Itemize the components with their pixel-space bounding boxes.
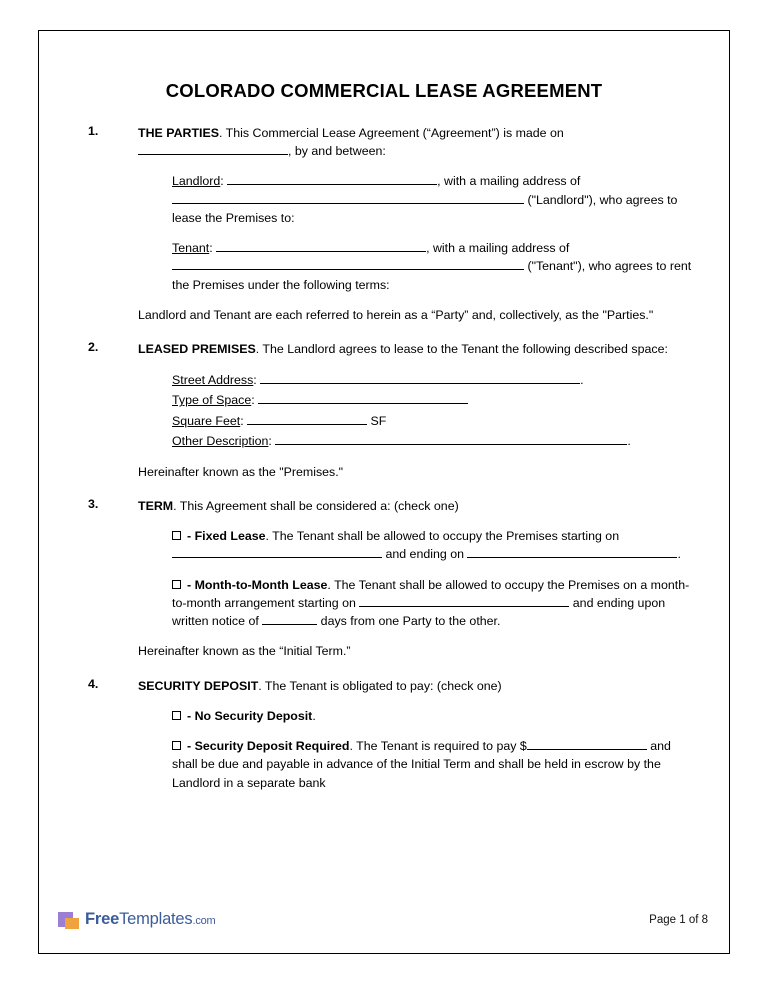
- clause-number: 2.: [88, 340, 99, 355]
- fixed-lease-start-blank[interactable]: [172, 546, 382, 559]
- clause-4-intro-text: . The Tenant is obligated to pay: (check one): [258, 678, 502, 693]
- other-description-label: Other Description: [172, 433, 269, 448]
- month-to-month-option: [172, 576, 696, 631]
- other-description-line: Other Description: .: [172, 433, 631, 448]
- landlord-label: Landlord: [172, 174, 221, 189]
- logo-free: Free: [85, 909, 120, 928]
- clause-security-deposit: [72, 677, 696, 792]
- month-to-month-start-blank[interactable]: [359, 594, 569, 607]
- fixed-lease-text-c: .: [677, 547, 681, 562]
- month-to-month-notice-blank[interactable]: [262, 612, 317, 625]
- logo-text: [85, 910, 216, 929]
- fixed-lease-text-a: . The Tenant shall be allowed to occupy the Premises starting on: [265, 529, 620, 544]
- logo-templates: Templates: [119, 909, 193, 928]
- month-to-month-label: - Month-to-Month Lease: [187, 577, 328, 592]
- clause-leased-premises: [72, 340, 696, 481]
- square-feet-label: Square Feet: [172, 413, 241, 428]
- checkbox-fixed-lease[interactable]: [172, 531, 181, 540]
- clause-term: [72, 497, 696, 661]
- tenant-text-3: ("Tenant"), who agrees to rent the Premises under the following terms:: [172, 259, 692, 292]
- street-address-blank[interactable]: [260, 372, 580, 385]
- clause-number: 3.: [88, 496, 99, 511]
- type-of-space-label: Type of Space: [172, 393, 252, 408]
- checkbox-no-security-deposit[interactable]: [172, 711, 181, 720]
- other-description-suffix: .: [627, 433, 631, 448]
- no-security-deposit-option: [172, 707, 696, 725]
- other-description-blank[interactable]: [275, 432, 627, 445]
- clause-4-heading: SECURITY DEPOSIT: [138, 678, 259, 693]
- clause-4-intro: [138, 677, 696, 695]
- tenant-block: [172, 239, 696, 294]
- clause-body: [138, 124, 696, 324]
- tenant-text-2: , with a mailing address of: [426, 241, 570, 256]
- clause-1-intro-text: . This Commercial Lease Agreement (“Agreement”) is made on: [219, 126, 564, 140]
- clause-the-parties: [72, 124, 696, 324]
- page-number: Page 1 of 8: [649, 914, 708, 926]
- month-to-month-text-a: . The Tenant shall be allowed to occupy the Premises on a month-to-month arrangement starting on: [172, 577, 690, 610]
- document-content: [72, 62, 696, 808]
- date-blank[interactable]: [138, 142, 288, 155]
- clause-body: [138, 340, 696, 481]
- month-to-month-text-c: days from one Party to the other.: [317, 614, 501, 629]
- clause-body: [138, 497, 696, 661]
- square-feet-line: Square Feet: SF: [172, 413, 387, 428]
- security-deposit-required-label: - Security Deposit Required: [187, 739, 350, 754]
- street-address-suffix: .: [580, 373, 584, 388]
- no-security-deposit-label: - No Security Deposit: [187, 708, 313, 723]
- landlord-block: [172, 172, 696, 227]
- clause-1-intro-tail: , by and between:: [288, 144, 386, 159]
- type-of-space-line: Type of Space:: [172, 390, 696, 410]
- no-security-deposit-text: .: [312, 708, 316, 723]
- street-address-label: Street Address: [172, 373, 254, 388]
- clause-2-heading: LEASED PREMISES: [138, 342, 256, 357]
- security-deposit-amount-blank[interactable]: [527, 737, 647, 750]
- premises-closing: Hereinafter known as the "Premises.": [138, 464, 344, 479]
- logo-com: .com: [192, 914, 216, 927]
- fixed-lease-text-b: and ending on: [382, 547, 468, 562]
- page-footer: [38, 908, 730, 948]
- security-deposit-text-b: and shall be due and payable in advance of the Initial Term and shall be held in escrow by the Landlord in a separate bank: [172, 739, 671, 790]
- clause-body: [138, 677, 696, 792]
- tenant-address-blank[interactable]: [172, 258, 524, 271]
- term-closing: Hereinafter known as the “Initial Term.”: [138, 644, 351, 659]
- tenant-name-blank[interactable]: [216, 239, 426, 252]
- clause-1-heading: THE PARTIES: [138, 126, 220, 140]
- fixed-lease-label: - Fixed Lease: [187, 529, 266, 544]
- clause-2-intro-text: . The Landlord agrees to lease to the Tenant the following described space:: [255, 342, 668, 357]
- logo-icon: [58, 908, 80, 930]
- landlord-colon: :: [220, 174, 228, 189]
- square-feet-blank[interactable]: [247, 412, 367, 425]
- street-address-line: Street Address: .: [172, 373, 584, 388]
- clause-1-intro: [138, 124, 696, 160]
- month-to-month-text-b: and ending upon written notice of: [172, 595, 666, 629]
- premises-fields: [172, 370, 696, 450]
- fixed-lease-end-blank[interactable]: [467, 546, 677, 559]
- security-deposit-text-a: . The Tenant is required to pay $: [349, 739, 527, 754]
- clause-3-intro-text: . This Agreement shall be considered a: (check one): [173, 498, 459, 513]
- fixed-lease-option: [172, 527, 696, 563]
- parties-note: Landlord and Tenant are each referred to herein as a “Party” and, collectively, as the "Parties.": [138, 307, 654, 322]
- tenant-colon: :: [209, 241, 217, 256]
- clause-3-intro: [138, 497, 696, 515]
- clause-3-heading: TERM: [138, 498, 174, 513]
- freetemplates-logo[interactable]: [58, 908, 216, 930]
- tenant-label: Tenant: [172, 241, 210, 256]
- clause-2-intro: [138, 340, 696, 358]
- landlord-address-blank[interactable]: [172, 191, 524, 204]
- page-title: COLORADO COMMERCIAL LEASE AGREEMENT: [165, 80, 603, 101]
- square-feet-suffix: SF: [370, 413, 387, 428]
- landlord-name-blank[interactable]: [227, 173, 437, 186]
- type-of-space-blank[interactable]: [258, 392, 468, 405]
- landlord-text-3: ("Landlord"), who agrees to lease the Premises to:: [172, 192, 678, 225]
- checkbox-month-to-month[interactable]: [172, 580, 181, 589]
- landlord-text-2: , with a mailing address of: [437, 174, 581, 189]
- checkbox-security-deposit-required[interactable]: [172, 741, 181, 750]
- clause-number: 1.: [88, 124, 99, 138]
- clause-number: 4.: [88, 676, 99, 691]
- security-deposit-required-option: [172, 737, 696, 792]
